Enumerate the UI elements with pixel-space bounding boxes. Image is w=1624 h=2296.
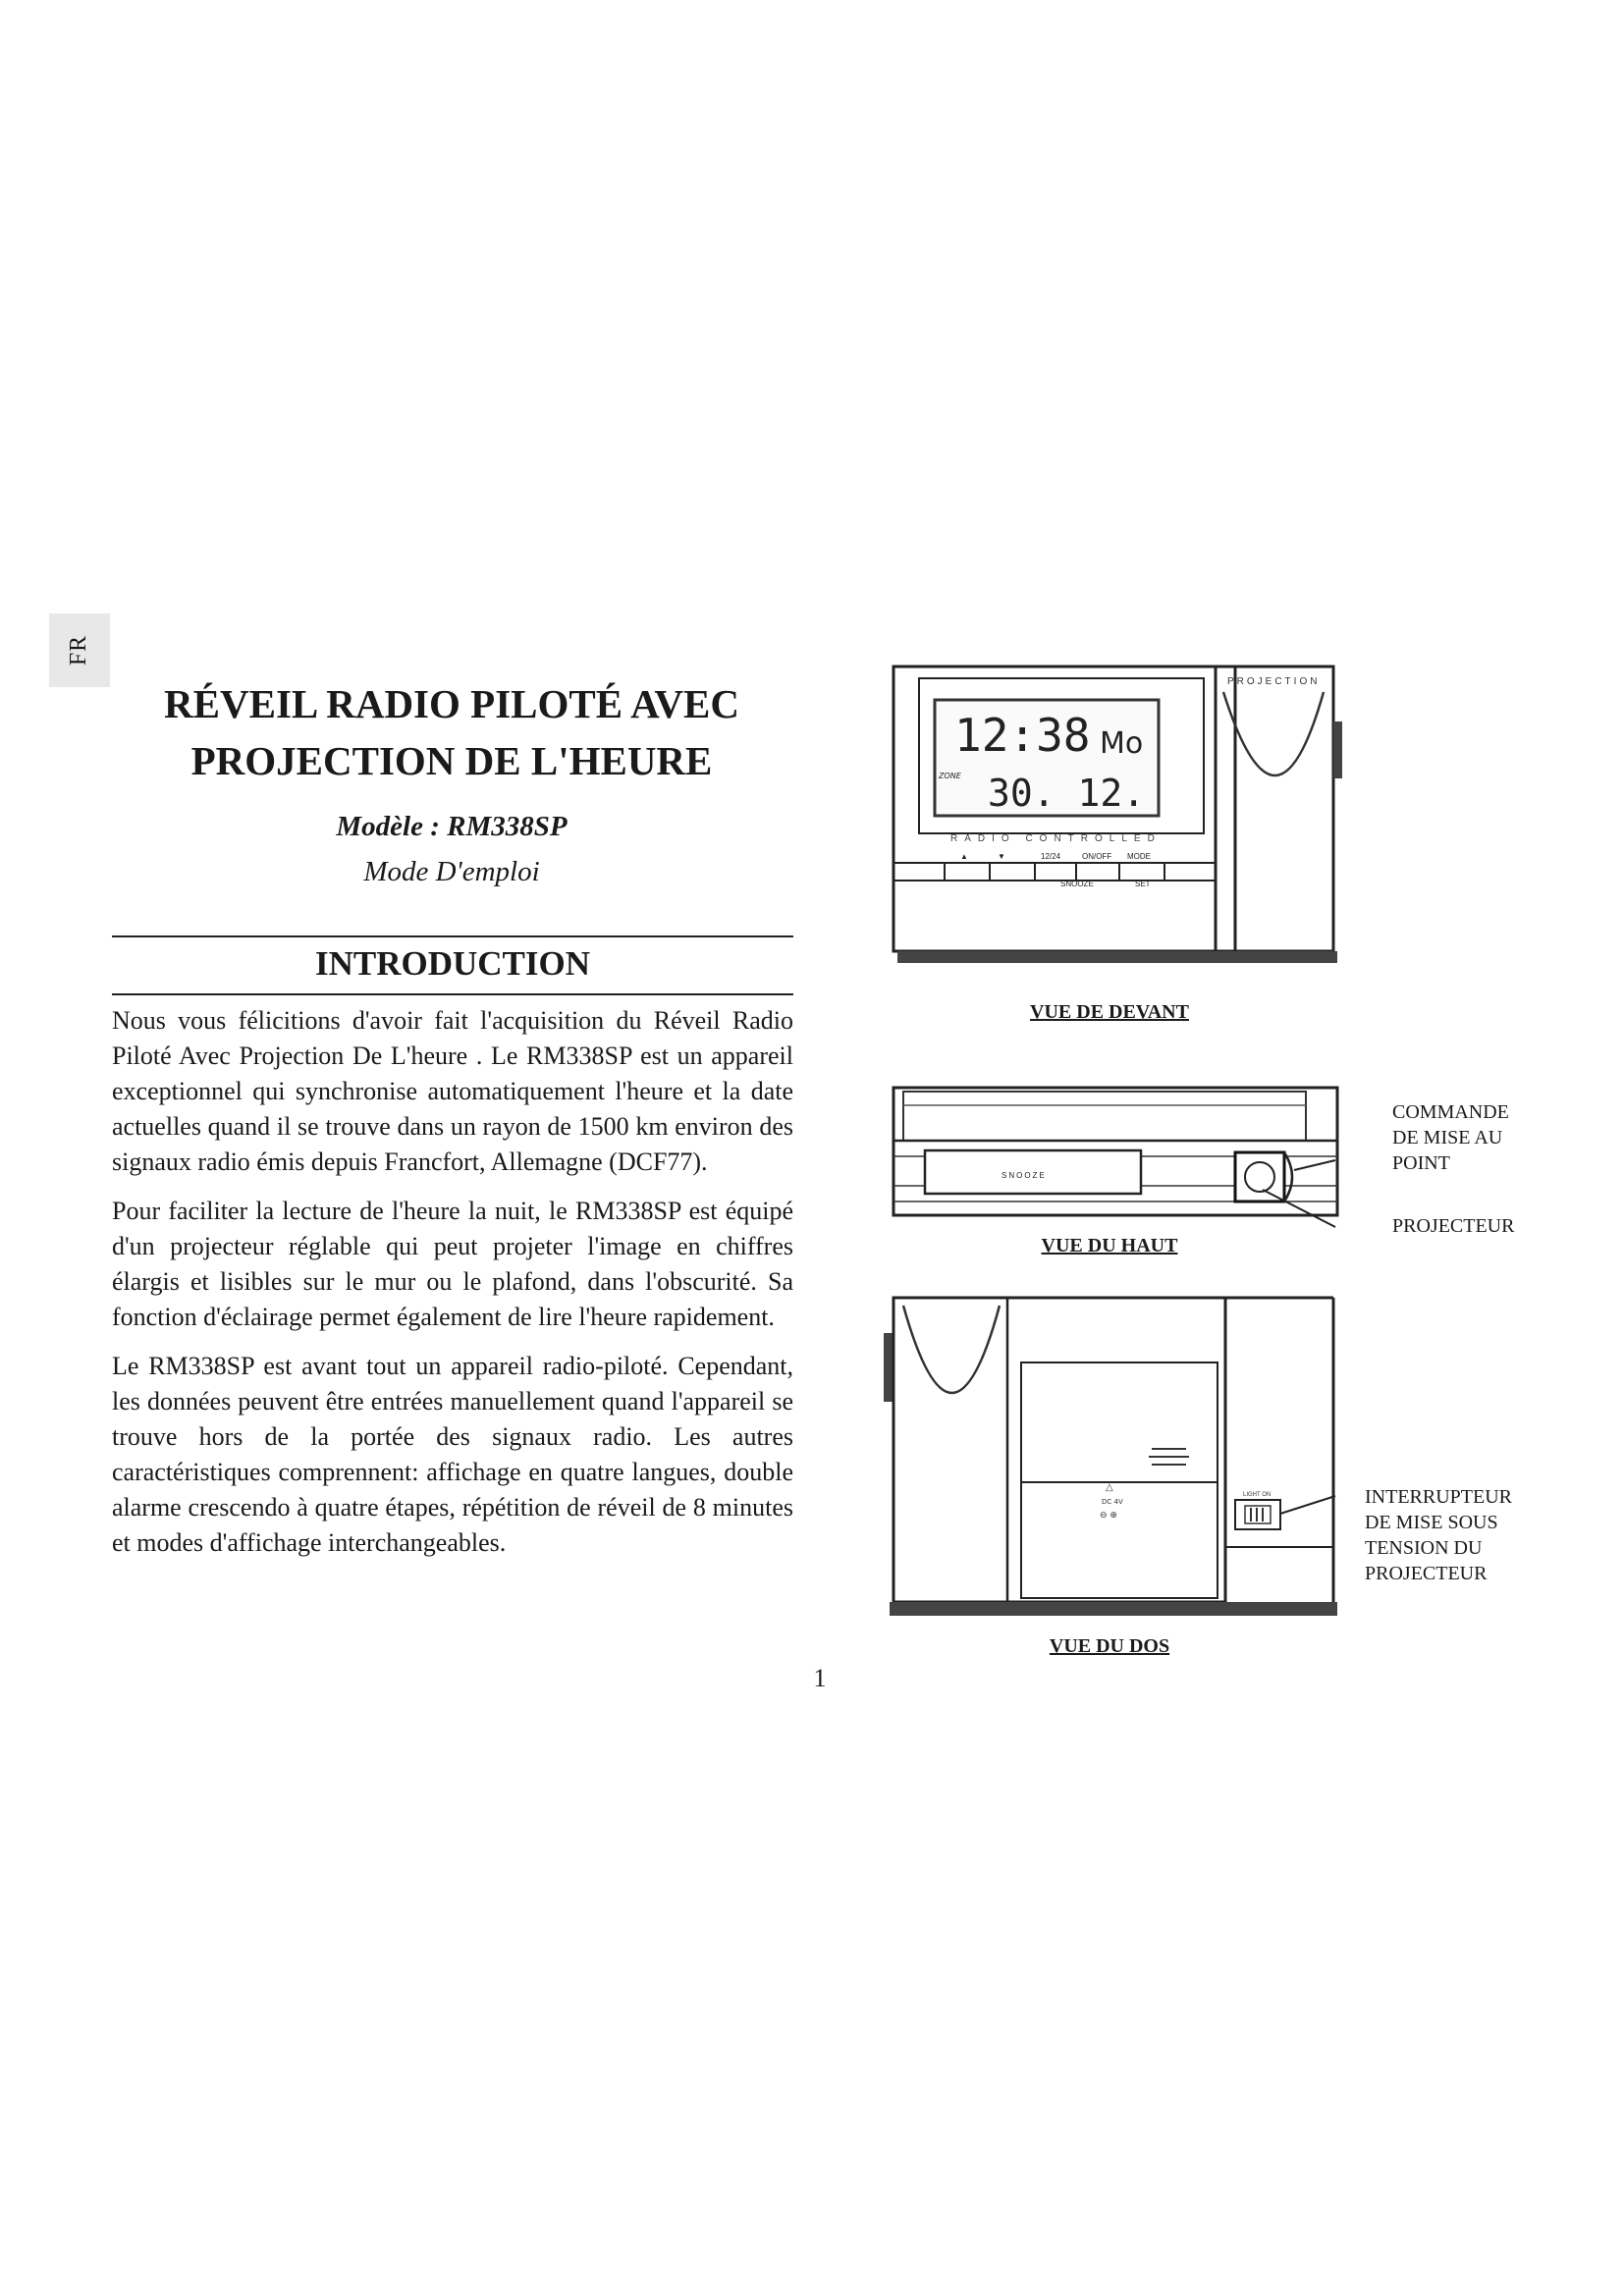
button-mode-label: MODE	[1127, 852, 1151, 861]
back-view-illustration	[874, 1294, 1355, 1632]
radio-controlled-label: RADIO CONTROLLED	[950, 833, 1162, 844]
projection-label: PROJECTION	[1227, 676, 1321, 687]
focus-callout-line-1: COMMANDE	[1392, 1101, 1509, 1123]
button-up-label: ▲	[960, 852, 968, 861]
svg-text:⊖ ⊕: ⊖ ⊕	[1100, 1511, 1117, 1521]
page-number: 1	[813, 1664, 827, 1692]
language-tab	[49, 614, 110, 687]
projector-switch-callout	[1365, 1484, 1512, 1586]
switch-callout-line-1: INTERRUPTEUR	[1365, 1486, 1512, 1508]
lcd-zone-label: ZONE	[939, 772, 961, 780]
top-view-caption: VUE DU HAUT	[1041, 1235, 1178, 1256]
button-set-label: SET	[1135, 880, 1151, 888]
button-12-24-label: 12/24	[1041, 852, 1061, 861]
page-title	[108, 675, 795, 789]
section-heading: INTRODUCTION	[314, 944, 591, 983]
focus-control-callout	[1392, 1099, 1509, 1176]
heading-top-rule	[112, 935, 793, 937]
lcd-date: 30. 12.	[988, 772, 1146, 815]
intro-text	[112, 1003, 793, 1575]
manual-subtitle: Mode D'emploi	[363, 856, 540, 887]
projector-callout: PROJECTEUR	[1392, 1215, 1515, 1237]
focus-callout-line-2: DE MISE AU	[1392, 1127, 1503, 1148]
title-line-1: RÉVEIL RADIO PILOTÉ AVEC	[164, 681, 739, 726]
lcd-day: Mo	[1100, 726, 1144, 761]
language-tab-label: FR	[66, 634, 92, 667]
focus-callout-line-3: POINT	[1392, 1152, 1450, 1174]
switch-callout-line-4: PROJECTEUR	[1365, 1563, 1488, 1584]
heading-bottom-rule	[112, 993, 793, 995]
switch-callout-line-2: DE MISE SOUS	[1365, 1512, 1498, 1533]
lcd-time: 12:38	[954, 709, 1091, 762]
button-down-label: ▼	[998, 852, 1005, 861]
back-view-caption: VUE DU DOS	[1049, 1635, 1170, 1657]
intro-paragraph-2: Pour faciliter la lecture de l'heure la nuit, le RM338SP est équipé d'un projecteur réglable qui peut projeter l'image en chiffres élargis et lisibles sur le mur ou le plafond, dans l'obscurité. Sa fonction d'éclairage permet également de lire l'heure rapidement.	[112, 1197, 793, 1331]
button-on-off-label: ON/OFF	[1082, 852, 1112, 861]
top-snooze-label: SNOOZE	[1001, 1171, 1047, 1180]
model-number: Modèle : RM338SP	[336, 811, 568, 842]
front-view-caption: VUE DE DEVANT	[1030, 1001, 1189, 1023]
button-snooze-label: SNOOZE	[1060, 880, 1094, 888]
intro-paragraph-3: Le RM338SP est avant tout un appareil radio-piloté. Cependant, les données peuvent être entrées manuellement quand l'appareil se trouve hors de la portée des signaux radio. Les autres caractéristiques comprennent: affichage en quatre langues, double alarme crescendo à quatre étapes, répétition de réveil de 8 minutes et modes d'affichage interchangeables.	[112, 1352, 793, 1557]
switch-callout-line-3: TENSION DU	[1365, 1537, 1483, 1559]
front-view-illustration	[874, 663, 1355, 996]
svg-text:△: △	[1106, 1482, 1113, 1493]
top-view-illustration	[874, 1080, 1355, 1232]
light-switch-label: LIGHT ON	[1243, 1492, 1272, 1498]
svg-text:DC 4V: DC 4V	[1102, 1498, 1123, 1506]
title-line-2: PROJECTION DE L'HEURE	[190, 738, 713, 783]
intro-paragraph-1: Nous vous félicitions d'avoir fait l'acquisition du Réveil Radio Piloté Avec Projection De L'heure . Le RM338SP est un appareil exceptionnel qui synchronise automatiquement l'heure et la date actuelles quand il se trouve dans un rayon de 1500 km environ des signaux radio émis depuis Francfort, Allemagne (DCF77).	[112, 1006, 793, 1176]
